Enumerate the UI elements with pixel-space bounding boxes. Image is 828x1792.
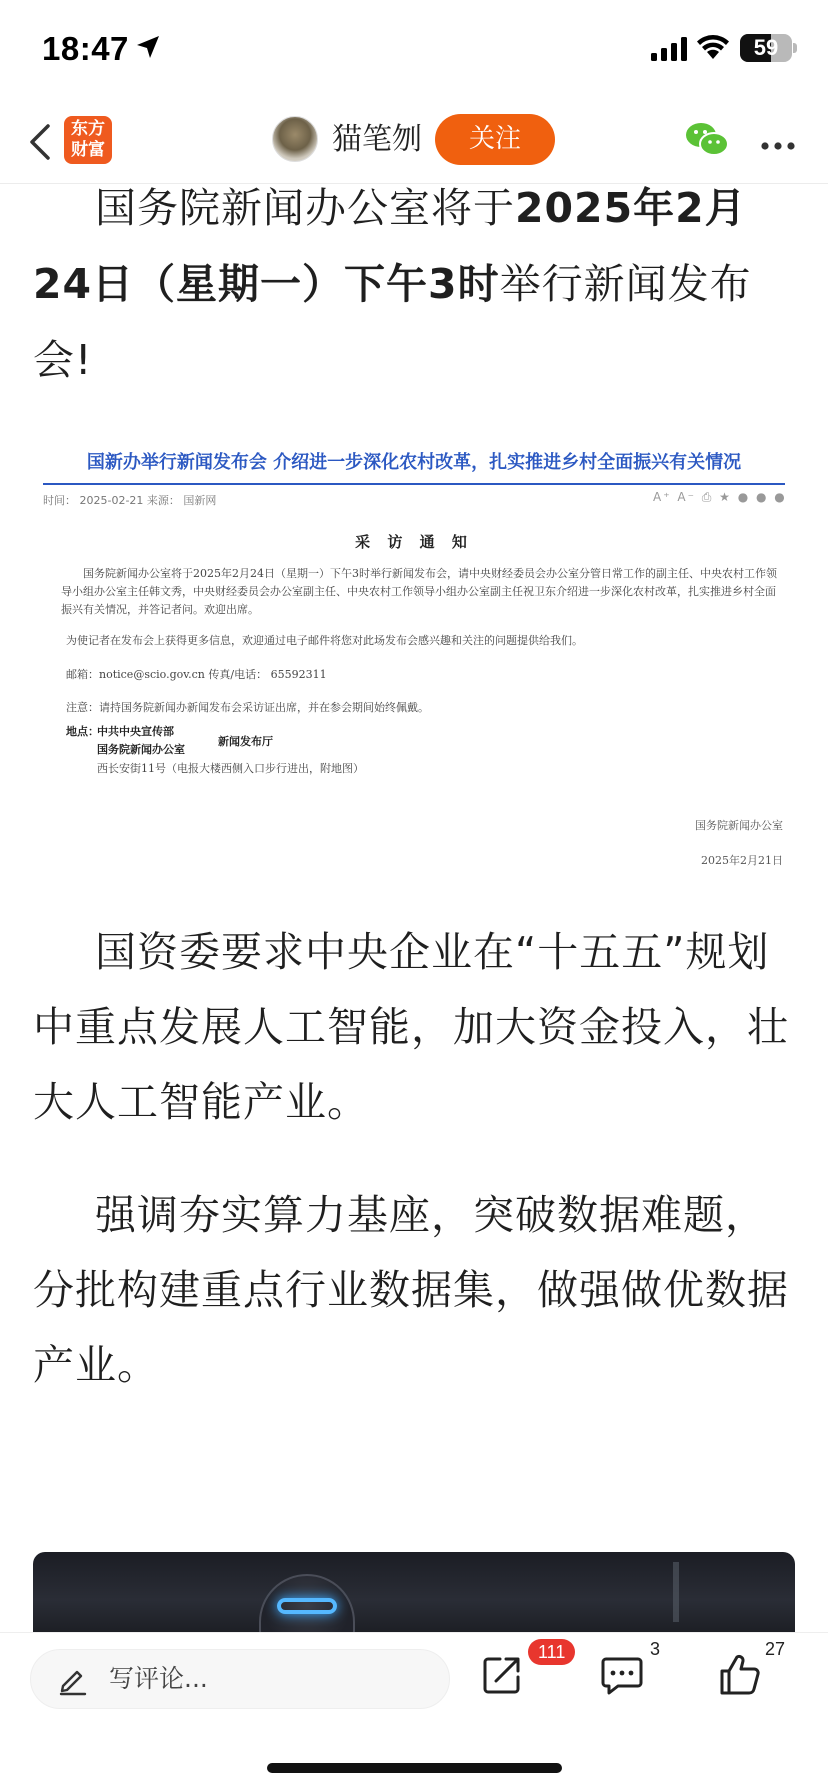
comment-input[interactable] [30,1649,450,1709]
more-dots-icon[interactable] [760,136,796,155]
notice-heading: 采 访 通 知 [355,533,473,551]
wechat-icon[interactable] [685,120,729,164]
notice-place-label: 地点： [66,725,99,738]
author-avatar[interactable] [272,116,318,162]
article-paragraph-3 [33,1178,795,1403]
share-count-badge: 111 [528,1639,575,1665]
like-button[interactable] [718,1653,778,1713]
wifi-icon [696,34,730,64]
notice-note-line: 注意：请持国务院新闻办新闻发布会采访证出席，并在参会期间始终佩戴。 [66,701,429,714]
comment-placeholder: 写评论... [109,1664,208,1693]
notice-sign-date: 2025年2月21日 [701,854,783,867]
p3-text: 强调夯实算力基座，突破数据难题，分批构建重点行业数据集，做强做优数据产业。 [33,1191,789,1389]
notice-info-line: 为使记者在发布会上获得更多信息，欢迎通过电子邮件将您对此场发布会感兴趣和关注的问题提供给我们。 [66,634,583,647]
share-button[interactable] [480,1653,540,1713]
notice-body: 国务院新闻办公室将于2025年2月24日（星期一）下午3时举行新闻发布会，请中央财经委员会办公室分管日常工作的副主任、中央农村工作领导小组办公室主任韩文秀，中央财经委员会办公室副主任、中央农村工作领导小组办公室副主任祝卫东介绍进一步深化农村改革，扎实推进乡村全面振兴有关情况，并答记者问。欢迎出席。 [61,567,777,616]
chevron-left-icon [22,120,62,164]
notice-title: 国新办举行新闻发布会 介绍进一步深化农村改革，扎实推进乡村全面振兴有关情况 [86,452,742,473]
author-name[interactable]: 猫笔刎 [332,122,422,157]
notice-place-1: 中共中央宣传部 [97,725,174,738]
notice-image[interactable] [33,430,795,870]
share-icon [480,1653,524,1697]
p1-text-end: 举行新闻发布会! [33,260,752,384]
background-light [673,1562,679,1622]
comments-button[interactable] [600,1653,660,1713]
notice-meta: 时间： 2025-02-21 来源： 国新网 [43,494,217,507]
article-photo[interactable] [33,1552,795,1632]
status-bar [0,0,828,100]
pencil-icon [57,1664,89,1700]
thumbs-up-icon [718,1653,762,1697]
notice-place-2: 国务院新闻办公室 [97,743,185,756]
battery-tip [793,43,797,53]
battery-indicator [740,34,792,62]
notice-address: 西长安街11号（电报大楼西侧入口步行进出，附地图） [97,762,364,775]
follow-button[interactable]: 关注 [435,114,555,165]
notice-place-hall: 新闻发布厅 [218,735,273,748]
p1-text-start: 国务院新闻办公室将于 [95,184,515,232]
app-logo[interactable] [64,116,112,164]
article-paragraph-1 [33,170,795,398]
home-indicator[interactable] [267,1763,562,1773]
app-logo-line2: 财富 [71,140,105,160]
p1-text-bold: 2025年2月24日（星期一）下午3时 [33,184,747,308]
app-logo-line1: 东方 [71,119,105,139]
notice-email-line: 邮箱：notice@scio.gov.cn 传真/电话： 65592311 [66,668,327,681]
back-button[interactable] [22,120,62,164]
robot-visor [277,1598,337,1614]
location-arrow-icon [134,33,162,65]
status-time: 18:47 [42,30,129,67]
comment-count: 3 [650,1639,661,1659]
cellular-signal-icon [651,37,687,65]
battery-percent: 59 [753,35,779,60]
notice-tools: A⁺ A⁻ ⎙ ★ ● ● ● [653,490,787,504]
comment-bubble-icon [600,1653,644,1697]
p2-text: 国资委要求中央企业在“十五五”规划中重点发展人工智能，加大资金投入，壮大人工智能产业。 [33,928,789,1126]
article-paragraph-2 [33,915,795,1140]
notice-sign-org: 国务院新闻办公室 [695,819,783,832]
notice-divider [43,483,785,485]
like-count: 27 [765,1639,786,1659]
